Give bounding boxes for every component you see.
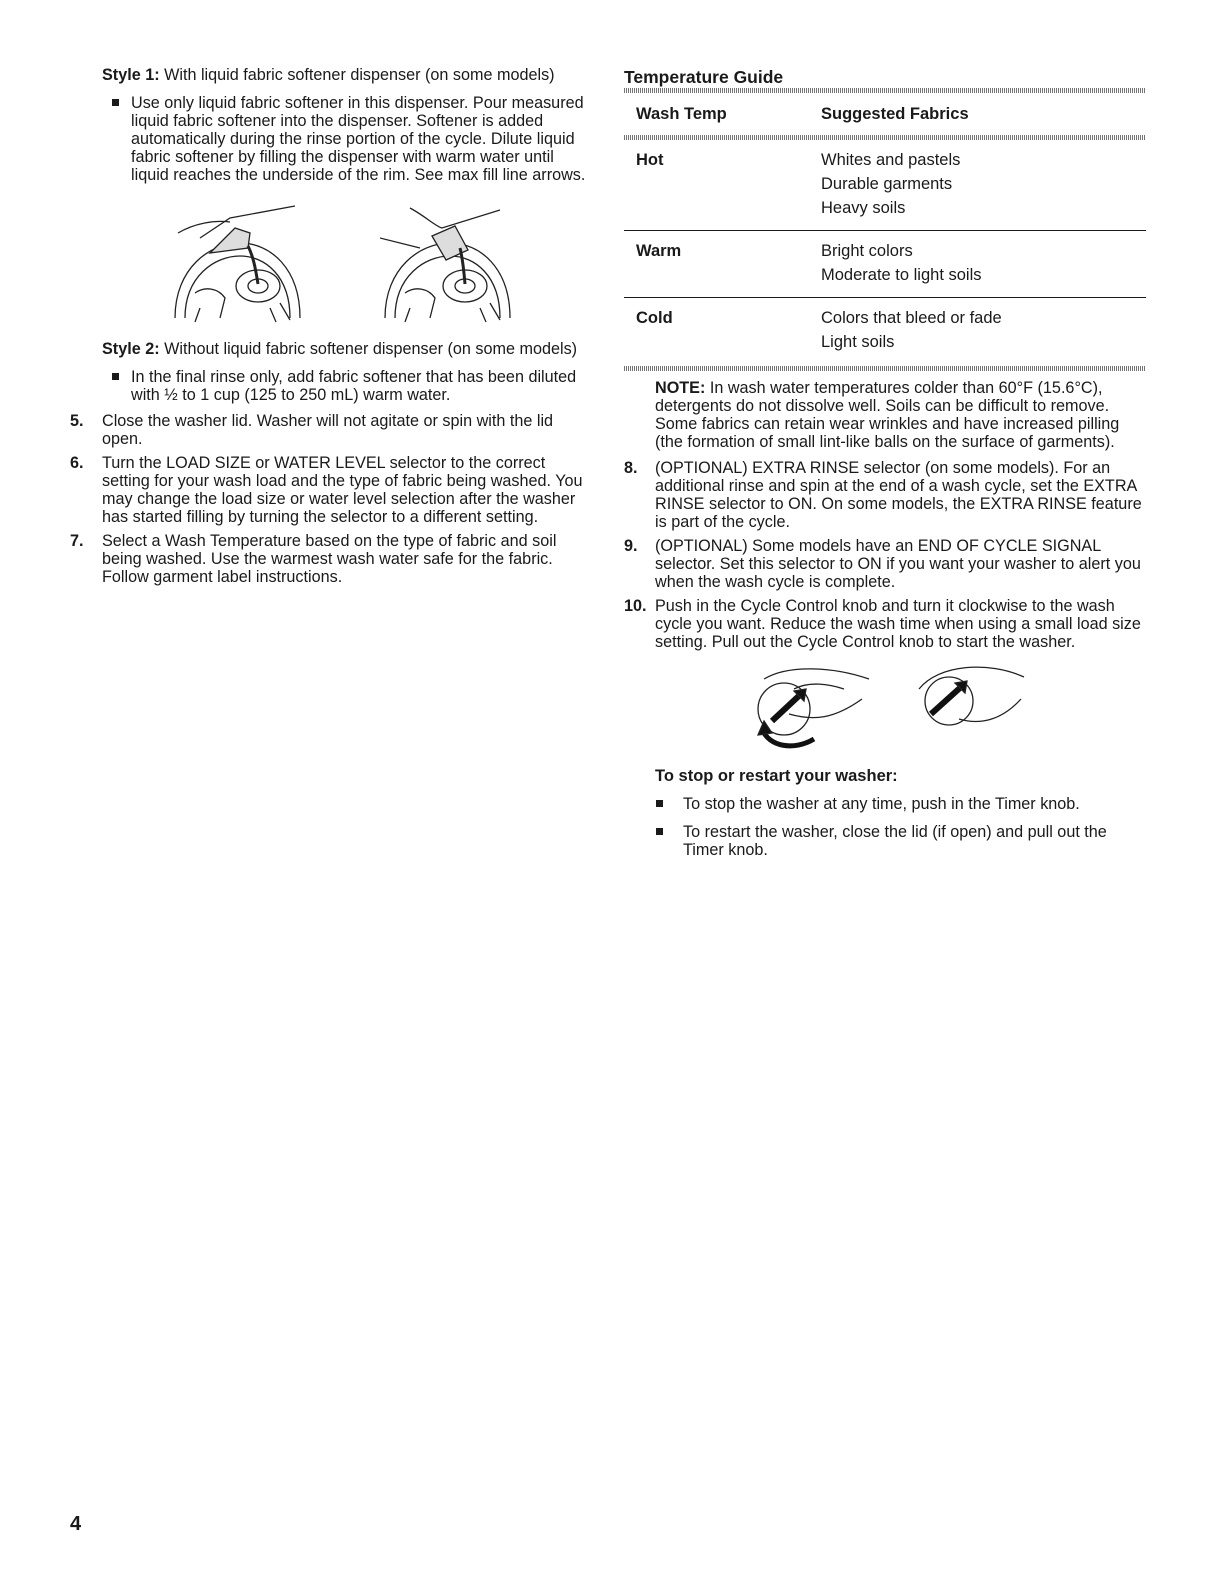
step-6: 6. Turn the LOAD SIZE or WATER LEVEL selector to the correct setting for your wash load and the type of fabric being washed. You may change the load size or water level selection after the washer has started filling by turning the selector to a different setting. — [70, 454, 583, 526]
bullet-icon — [112, 373, 119, 380]
step-5: 5. Close the washer lid. Washer will not agitate or spin with the lid open. — [70, 412, 554, 448]
stop-restart-title: To stop or restart your washer: — [655, 767, 898, 785]
step-8: 8. (OPTIONAL) EXTRA RINSE selector (on some models). For an additional rinse and spin at the end of a wash cycle, set the EXTRA RINSE selector to ON. On some models, the EXTRA RINSE feature is part of the cycle. — [624, 459, 1142, 531]
header-wash-temp: Wash Temp — [636, 105, 727, 123]
table-top-rule — [624, 88, 1146, 93]
table-bottom-rule — [624, 366, 1146, 371]
right-column — [624, 66, 1146, 859]
left-column — [70, 66, 590, 586]
step-10: 10. Push in the Cycle Control knob and turn it clockwise to the wash cycle you want. Reduce the wash time when using a small load size setting. Pull out the Cycle Control knob to start the washer. — [624, 597, 1141, 651]
page-number: 4 — [70, 1513, 82, 1535]
style2-heading: Style 2: Without liquid fabric softener dispenser (on some models) — [102, 340, 578, 358]
stop-bullet: To stop the washer at any time, push in the Timer knob. — [624, 795, 1146, 813]
table-row-hot: Hot Whites and pastels Durable garments Heavy soils — [624, 140, 1146, 231]
pour-bottle-illustration — [170, 198, 305, 326]
table-row-warm: Warm Bright colors Moderate to light soils — [624, 231, 1146, 298]
pour-cup-illustration — [380, 198, 515, 326]
knob-push-turn-illustration — [754, 659, 874, 759]
table-row-cold: Cold Colors that bleed or fade Light soils — [636, 309, 1002, 351]
step-9: 9. (OPTIONAL) Some models have an END OF CYCLE SIGNAL selector. Set this selector to ON if you want your washer to alert you when the wash cycle is complete. — [624, 537, 1141, 591]
style2-bullet: In the final rinse only, add fabric softener that has been diluted with ½ to 1 cup (125 to 250 mL) warm water. — [70, 368, 590, 404]
table-header — [624, 93, 1146, 133]
style1-heading: Style 1: With liquid fabric softener dispenser (on some models) — [102, 66, 555, 84]
softener-dispenser-illustrations — [70, 198, 590, 328]
bullet-icon — [112, 99, 119, 106]
cycle-knob-illustrations — [624, 659, 1146, 759]
bullet-icon — [656, 828, 663, 835]
step-7: 7. Select a Wash Temperature based on the type of fabric and soil being washed. Use the warmest wash water safe for the fabric. Follow garment label instructions. — [70, 532, 557, 586]
temperature-note: NOTE: In wash water temperatures colder than 60°F (15.6°C), detergents do not dissolve well. Soils can be difficult to remove. Some fabrics can retain wear wrinkles and have increased pilling (the formation of small lint-like balls on the surface of garments). — [655, 379, 1120, 451]
temperature-guide-title: Temperature Guide — [624, 67, 784, 87]
bullet-icon — [656, 800, 663, 807]
header-suggested-fabrics: Suggested Fabrics — [821, 105, 969, 123]
table-header-rule — [624, 135, 1146, 140]
restart-bullet: To restart the washer, close the lid (if open) and pull out the Timer knob. — [624, 823, 1146, 859]
style1-bullet: Use only liquid fabric softener in this dispenser. Pour measured liquid fabric softener into the dispenser. Softener is added automatically during the rinse portion of the cycle. Dilute liquid fabric softener by filling the dispenser with warm water until liquid reaches the underside of the rim. See max fill line arrows. — [70, 94, 590, 184]
knob-pull-illustration — [909, 659, 1029, 759]
